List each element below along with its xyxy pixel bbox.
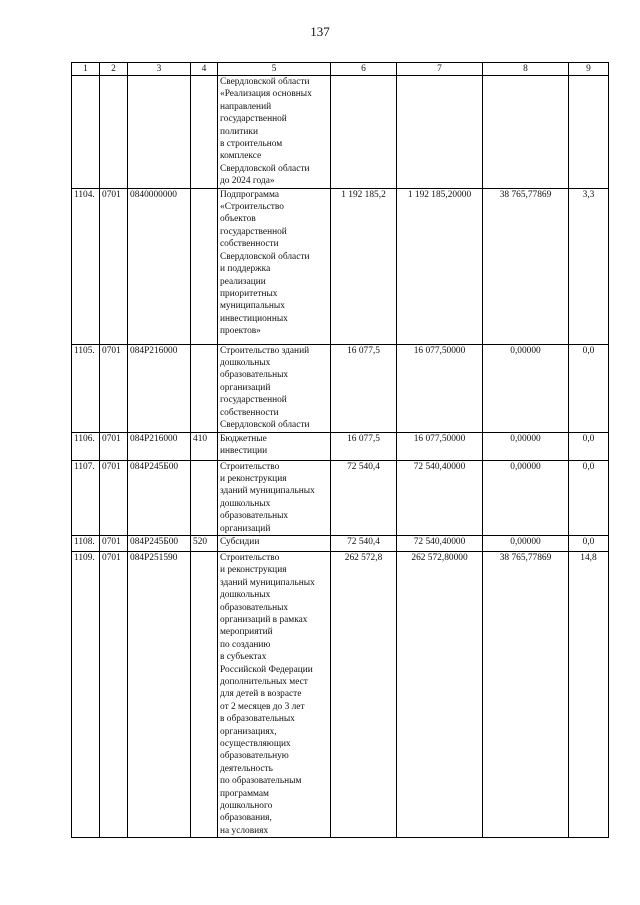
cell-c7: 72 540,40000 <box>397 535 483 551</box>
header-row <box>72 63 609 76</box>
cell-name: Субсидии <box>218 535 331 551</box>
cell-c1: 1107. <box>72 460 100 535</box>
column-header: 6 <box>331 63 397 76</box>
cell-name: Бюджетные инвестиции <box>218 432 331 460</box>
column-header: 4 <box>191 63 218 76</box>
cell-c8: 0,00000 <box>483 432 569 460</box>
cell-c6: 16 077,5 <box>331 432 397 460</box>
column-header: 5 <box>218 63 331 76</box>
cell-c4: 410 <box>191 432 218 460</box>
cell-c2: 0701 <box>100 460 128 535</box>
table-row <box>72 188 609 344</box>
cell-c2 <box>100 76 128 189</box>
cell-c2: 0701 <box>100 188 128 344</box>
cell-c7: 16 077,50000 <box>397 432 483 460</box>
cell-c6: 16 077,5 <box>331 344 397 432</box>
table-row <box>72 551 609 837</box>
cell-c3: 0840000000 <box>128 188 191 344</box>
cell-c9: 0,0 <box>569 460 609 535</box>
cell-c4 <box>191 188 218 344</box>
cell-c8: 0,00000 <box>483 344 569 432</box>
cell-c9: 3,3 <box>569 188 609 344</box>
cell-c1: 1109. <box>72 551 100 837</box>
cell-name: Строительство и реконструкция зданий муниципальных дошкольных образовательных организаций <box>218 460 331 535</box>
cell-c3: 084P216000 <box>128 344 191 432</box>
cell-c1: 1104. <box>72 188 100 344</box>
page-number: 137 <box>310 24 330 39</box>
column-header: 1 <box>72 63 100 76</box>
column-header: 2 <box>100 63 128 76</box>
cell-c7: 72 540,40000 <box>397 460 483 535</box>
cell-c7: 16 077,50000 <box>397 344 483 432</box>
cell-c7 <box>397 76 483 189</box>
cell-c1: 1108. <box>72 535 100 551</box>
cell-c1: 1105. <box>72 344 100 432</box>
cell-c3: 084P245Б00 <box>128 460 191 535</box>
cell-c6: 262 572,8 <box>331 551 397 837</box>
cell-c8: 38 765,77869 <box>483 551 569 837</box>
cell-c6: 1 192 185,2 <box>331 188 397 344</box>
cell-c8: 38 765,77869 <box>483 188 569 344</box>
cell-name: Строительство зданий дошкольных образовательных организаций государственной собственности Свердловской области <box>218 344 331 432</box>
table-row <box>72 460 609 535</box>
cell-name: Подпрограмма «Строительство объектов государственной собственности Свердловской области и поддержка реализации приоритетных муниципальных инвестиционных проектов» <box>218 188 331 344</box>
cell-c2: 0701 <box>100 344 128 432</box>
cell-c4 <box>191 551 218 837</box>
table-row <box>72 344 609 432</box>
cell-c9: 0,0 <box>569 535 609 551</box>
cell-c1 <box>72 76 100 189</box>
cell-c9: 14,8 <box>569 551 609 837</box>
cell-c3 <box>128 76 191 189</box>
cell-c8 <box>483 76 569 189</box>
cell-c9: 0,0 <box>569 344 609 432</box>
cell-c1: 1106. <box>72 432 100 460</box>
cell-c7: 1 192 185,20000 <box>397 188 483 344</box>
column-header: 7 <box>397 63 483 76</box>
cell-name: Свердловской области «Реализация основных направлений государственной политики в строительном комплексе Свердловской области до 2024 года» <box>218 76 331 189</box>
cell-name: Строительство и реконструкция зданий муниципальных дошкольных образовательных организаций в рамках мероприятий по созданию в субъектах Российской Федерации дополнительных мест для детей в возрасте от 2 месяцев до 3 лет в образовательных организациях, осуществляющих образовательную деятельность по образовательным программам дошкольного образования, на условиях <box>218 551 331 837</box>
table-row <box>72 76 609 189</box>
cell-c4 <box>191 460 218 535</box>
cell-c4 <box>191 344 218 432</box>
cell-c6: 72 540,4 <box>331 535 397 551</box>
cell-c7: 262 572,80000 <box>397 551 483 837</box>
cell-c4 <box>191 76 218 189</box>
cell-c6 <box>331 76 397 189</box>
table-row <box>72 535 609 551</box>
cell-c3: 084P216000 <box>128 432 191 460</box>
cell-c4: 520 <box>191 535 218 551</box>
cell-c9: 0,0 <box>569 432 609 460</box>
cell-c6: 72 540,4 <box>331 460 397 535</box>
cell-c8: 0,00000 <box>483 535 569 551</box>
cell-c2: 0701 <box>100 535 128 551</box>
cell-c8: 0,00000 <box>483 460 569 535</box>
column-header: 9 <box>569 63 609 76</box>
cell-c9 <box>569 76 609 189</box>
cell-c3: 084P251590 <box>128 551 191 837</box>
cell-c2: 0701 <box>100 551 128 837</box>
cell-c3: 084P245Б00 <box>128 535 191 551</box>
cell-c2: 0701 <box>100 432 128 460</box>
table-row <box>72 432 609 460</box>
column-header: 8 <box>483 63 569 76</box>
column-header: 3 <box>128 63 191 76</box>
table-body <box>72 76 609 838</box>
budget-table <box>71 62 609 838</box>
